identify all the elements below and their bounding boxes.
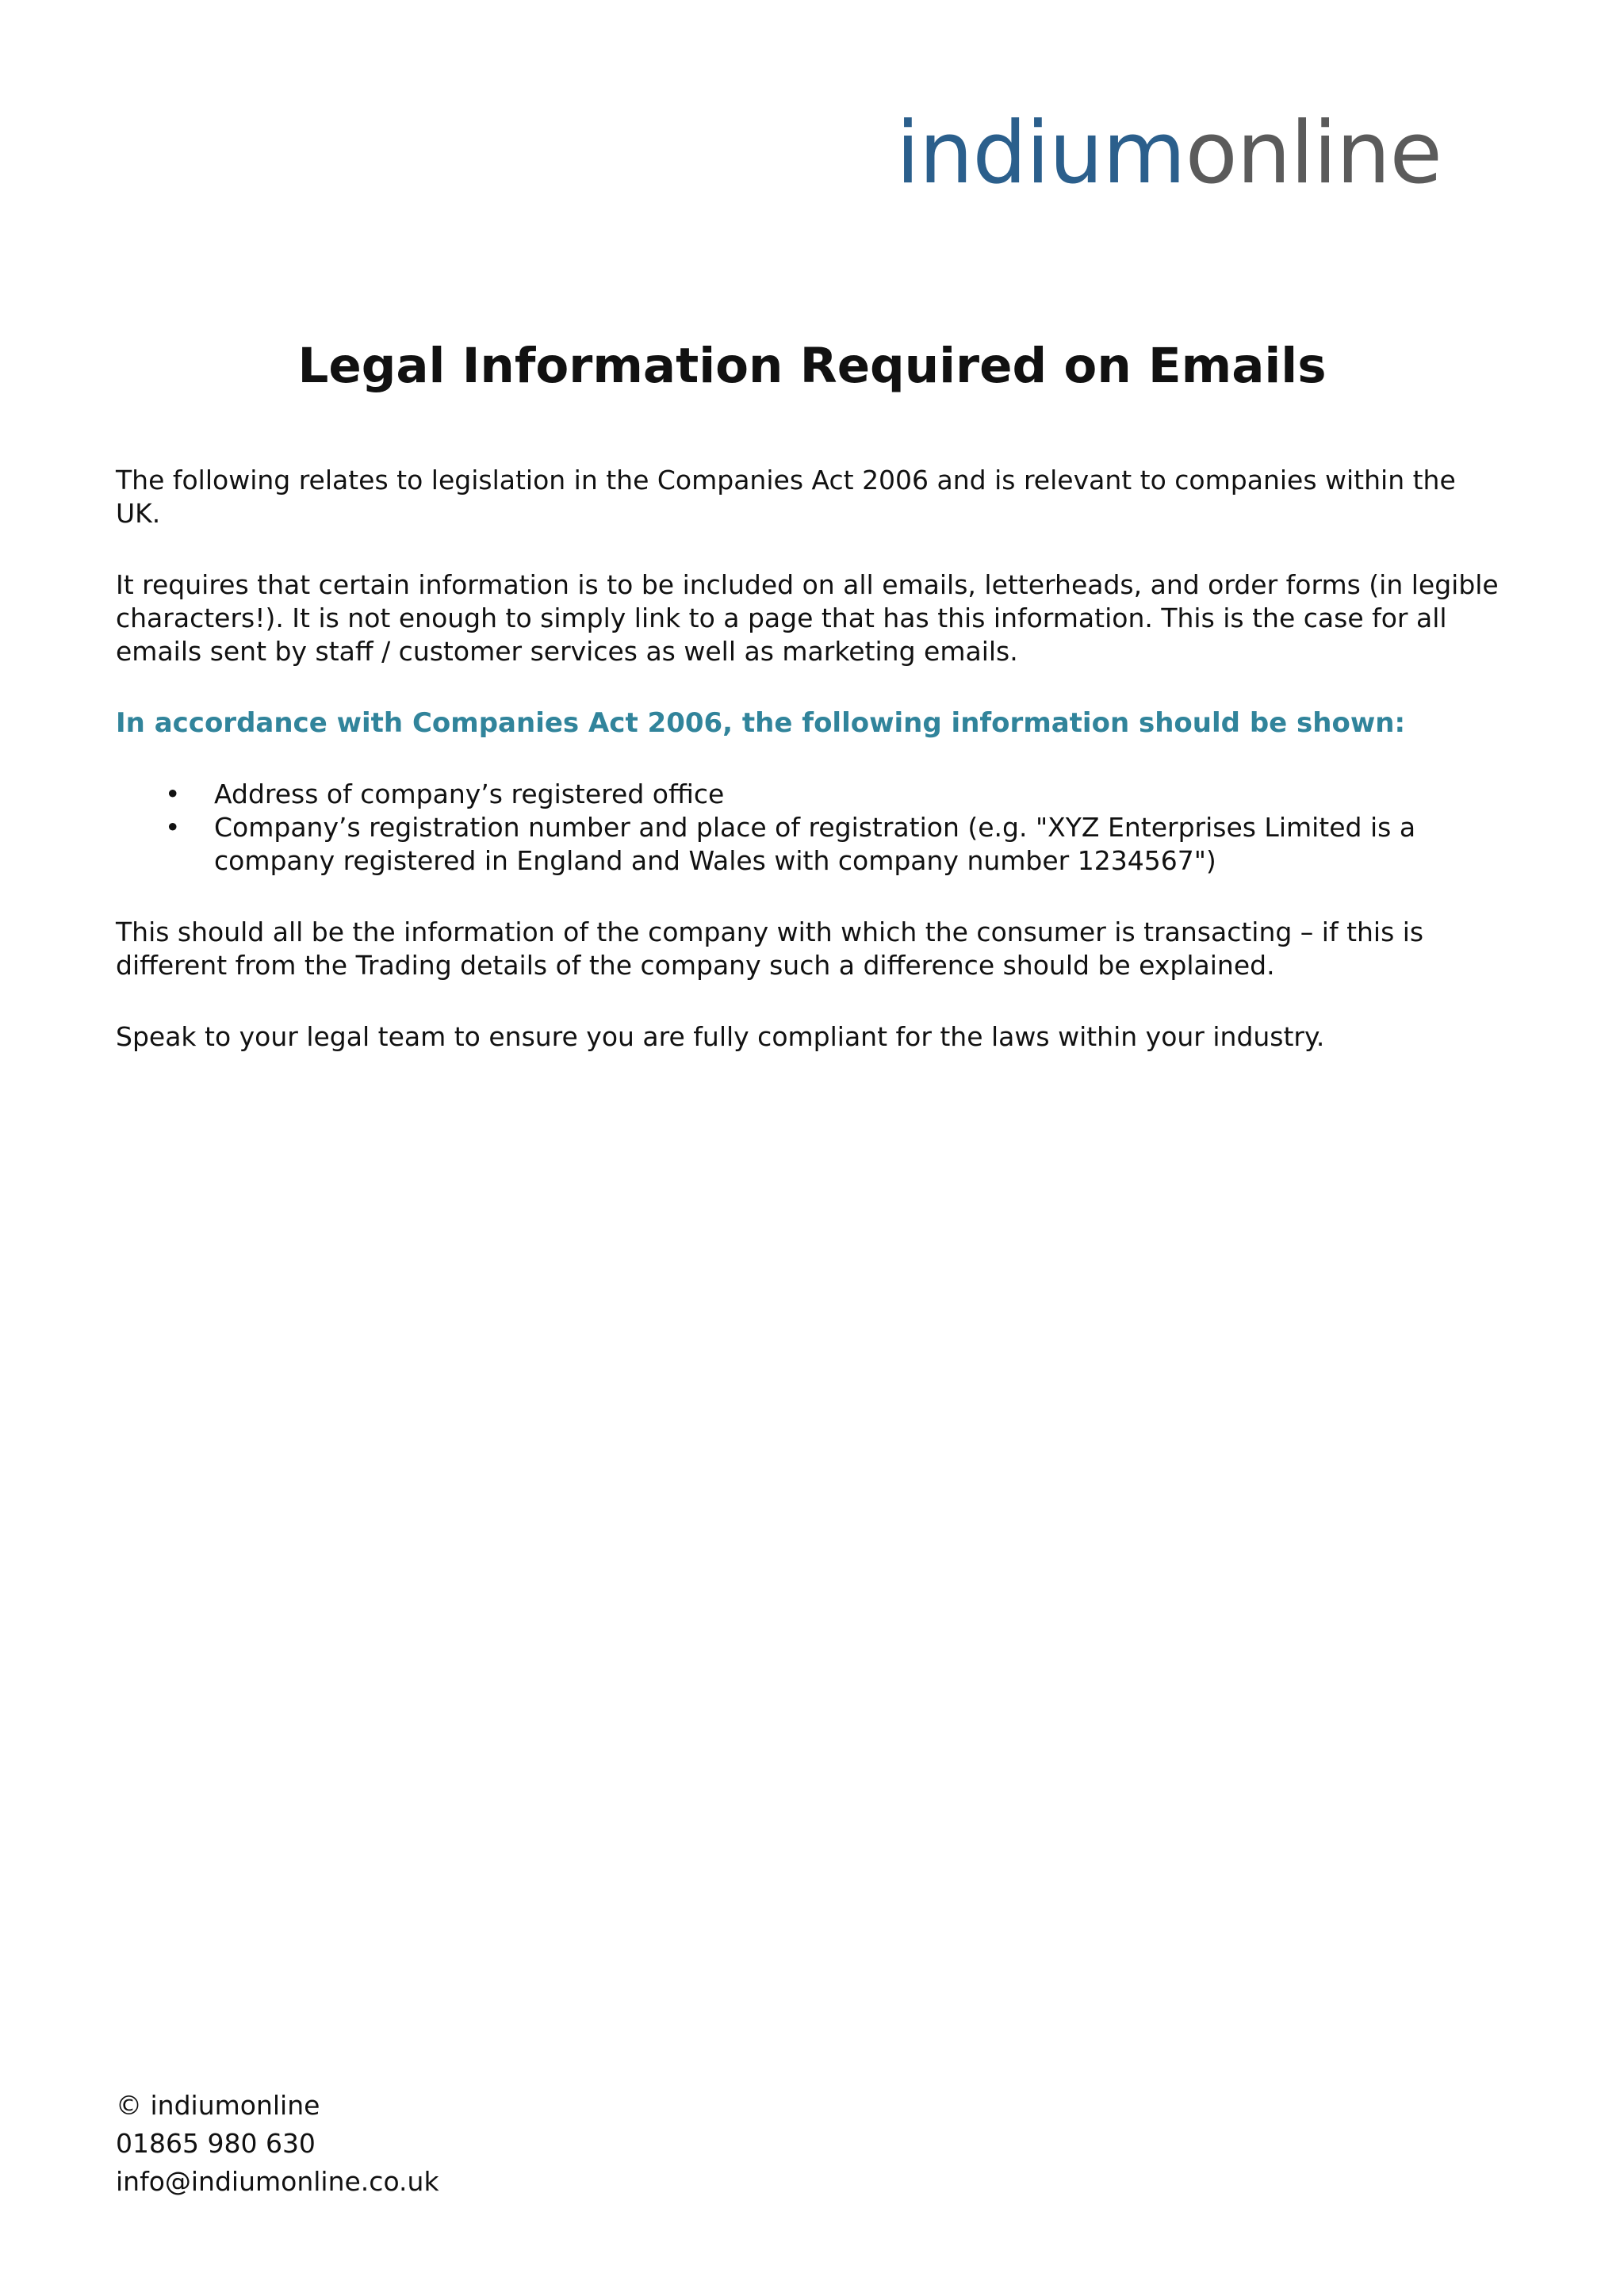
logo-part-indium: indium: [895, 104, 1185, 203]
advice-paragraph: Speak to your legal team to ensure you are fully compliant for the laws within your industry.: [116, 1021, 1325, 1052]
intro-paragraph: The following relates to legislation in the Companies Act 2006 and is relevant to companies within the UK.: [116, 465, 1456, 529]
document-body: [116, 464, 1508, 1092]
page-title: Legal Information Required on Emails: [297, 338, 1327, 394]
requirement-paragraph: It requires that certain information is to be included on all emails, letterheads, and order forms (in legible characters!). It is not enough to simply link to a page that has this information. This is the case for all emails sent by staff / customer services as well as marketing emails.: [116, 569, 1499, 667]
company-logo: [895, 104, 1442, 203]
note-paragraph: This should all be the information of the company with which the consumer is transacting – if this is different from the Trading details of the company such a difference should be explained.: [116, 916, 1424, 981]
footer: [116, 2087, 439, 2201]
requirements-list: [116, 778, 1508, 878]
section-subheading: In accordance with Companies Act 2006, the following information should be shown:: [116, 707, 1406, 739]
list-item-text: Company’s registration number and place of registration (e.g. "XYZ Enterprises Limited is a company registered in England and Wales with company number 1234567"): [214, 812, 1416, 876]
list-item: [165, 778, 1508, 811]
footer-email: info@indiumonline.co.uk: [116, 2166, 439, 2197]
bullet-icon: •: [165, 812, 181, 843]
bullet-icon: •: [165, 779, 181, 809]
logo-part-online: online: [1185, 104, 1442, 203]
list-item-text: Address of company’s registered office: [214, 779, 725, 809]
list-item: [165, 811, 1508, 878]
footer-copyright: © indiumonline: [116, 2090, 320, 2121]
footer-phone: 01865 980 630: [116, 2128, 316, 2159]
